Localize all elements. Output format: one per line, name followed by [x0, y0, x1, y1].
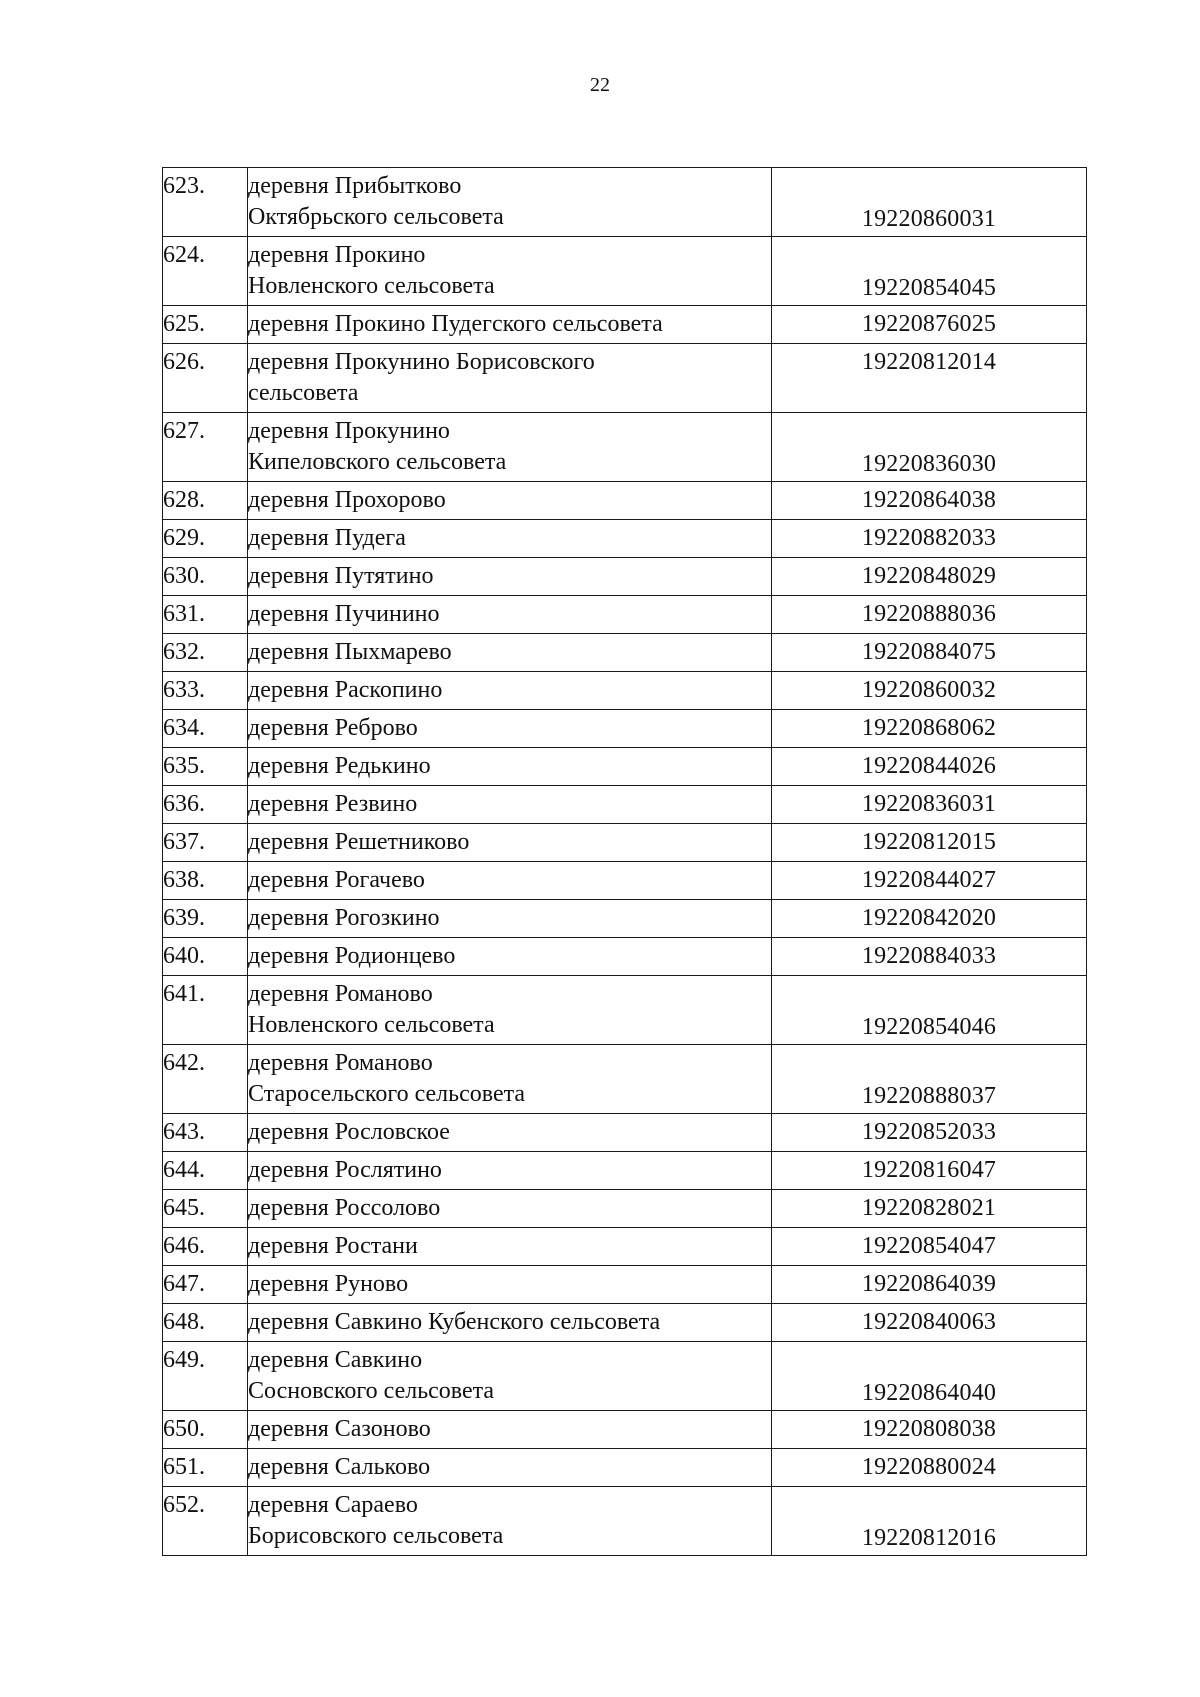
- settlement-name-line: деревня Раскопино: [248, 677, 443, 703]
- oktmo-code: 19220864039: [772, 1266, 1087, 1304]
- oktmo-code: 19220852033: [772, 1114, 1087, 1152]
- oktmo-code: 19220884033: [772, 938, 1087, 976]
- oktmo-code: 19220854047: [772, 1228, 1087, 1266]
- row-number: 628.: [163, 482, 248, 520]
- settlement-name: [248, 306, 772, 344]
- oktmo-code: 19220828021: [772, 1190, 1087, 1228]
- table-row: [163, 1411, 1087, 1449]
- table-row: [163, 1342, 1087, 1411]
- row-number: 624.: [163, 237, 248, 306]
- table-row: [163, 1304, 1087, 1342]
- settlement-name: [248, 672, 772, 710]
- table-row: [163, 976, 1087, 1045]
- table-row: [163, 710, 1087, 748]
- row-number: 652.: [163, 1487, 248, 1556]
- settlement-name: [248, 1228, 772, 1266]
- settlement-name-line: деревня Россолово: [248, 1195, 441, 1221]
- row-number: 641.: [163, 976, 248, 1045]
- oktmo-code: 19220882033: [772, 520, 1087, 558]
- row-number: 630.: [163, 558, 248, 596]
- table-row: [163, 900, 1087, 938]
- row-number: 647.: [163, 1266, 248, 1304]
- row-number: 643.: [163, 1114, 248, 1152]
- settlement-name-line: деревня Родионцево: [248, 943, 456, 969]
- table-row: [163, 1190, 1087, 1228]
- row-number: 626.: [163, 344, 248, 413]
- oktmo-code: 19220888036: [772, 596, 1087, 634]
- table-row: [163, 1487, 1087, 1556]
- settlement-name-line: деревня Романово: [248, 1050, 433, 1076]
- oktmo-code: 19220844026: [772, 748, 1087, 786]
- settlement-name: [248, 1449, 772, 1487]
- oktmo-code: 19220836031: [772, 786, 1087, 824]
- oktmo-code: 19220860032: [772, 672, 1087, 710]
- settlement-name-line: деревня Ростани: [248, 1233, 418, 1259]
- oktmo-code: 19220854046: [772, 976, 1087, 1045]
- settlement-name-line: деревня Решетниково: [248, 829, 470, 855]
- settlement-name: [248, 1266, 772, 1304]
- row-number: 632.: [163, 634, 248, 672]
- settlement-name: [248, 634, 772, 672]
- settlement-name: [248, 413, 772, 482]
- oktmo-code: 19220880024: [772, 1449, 1087, 1487]
- row-number: 649.: [163, 1342, 248, 1411]
- settlement-name: [248, 1411, 772, 1449]
- oktmo-code: 19220808038: [772, 1411, 1087, 1449]
- oktmo-code: 19220860031: [772, 168, 1087, 237]
- settlement-name-line: деревня Прокино Пудегского сельсовета: [248, 311, 663, 337]
- settlement-name-line: деревня Рогачево: [248, 867, 425, 893]
- table-row: [163, 596, 1087, 634]
- oktmo-code: 19220854045: [772, 237, 1087, 306]
- row-number: 651.: [163, 1449, 248, 1487]
- table-row: [163, 558, 1087, 596]
- table-row: [163, 168, 1087, 237]
- table-row: [163, 1152, 1087, 1190]
- settlement-name: [248, 862, 772, 900]
- oktmo-code: 19220816047: [772, 1152, 1087, 1190]
- settlement-name-line: деревня Савкино: [248, 1347, 423, 1373]
- settlement-name: [248, 1045, 772, 1114]
- settlement-name: [248, 520, 772, 558]
- oktmo-code: 19220848029: [772, 558, 1087, 596]
- settlement-name: [248, 482, 772, 520]
- settlement-name-line: Новленского сельсовета: [248, 1012, 495, 1038]
- oktmo-code: 19220844027: [772, 862, 1087, 900]
- settlement-name: [248, 1487, 772, 1556]
- table-row: [163, 237, 1087, 306]
- row-number: 634.: [163, 710, 248, 748]
- settlement-name: [248, 237, 772, 306]
- settlement-name-line: деревня Сараево: [248, 1492, 418, 1518]
- settlement-name-line: деревня Руново: [248, 1271, 409, 1297]
- oktmo-code: 19220812014: [772, 344, 1087, 413]
- settlement-name-line: Новленского сельсовета: [248, 273, 495, 299]
- settlement-name-line: деревня Прибытково: [248, 173, 462, 199]
- settlement-name-line: деревня Рогозкино: [248, 905, 440, 931]
- settlement-name-line: деревня Путятино: [248, 563, 434, 589]
- row-number: 633.: [163, 672, 248, 710]
- oktmo-code: 19220840063: [772, 1304, 1087, 1342]
- settlement-name: [248, 1114, 772, 1152]
- row-number: 629.: [163, 520, 248, 558]
- oktmo-code: 19220864038: [772, 482, 1087, 520]
- row-number: 640.: [163, 938, 248, 976]
- settlement-name-line: деревня Пудега: [248, 525, 406, 551]
- settlement-name-line: Кипеловского сельсовета: [248, 449, 507, 475]
- table-row: [163, 1114, 1087, 1152]
- settlement-name-line: деревня Пучинино: [248, 601, 440, 627]
- settlement-name-line: деревня Романово: [248, 981, 433, 1007]
- oktmo-code: 19220876025: [772, 306, 1087, 344]
- row-number: 625.: [163, 306, 248, 344]
- page-number: 22: [590, 74, 610, 96]
- settlement-name-line: Сосновского сельсовета: [248, 1378, 495, 1404]
- table-row: [163, 748, 1087, 786]
- row-number: 645.: [163, 1190, 248, 1228]
- settlement-name-line: деревня Рослятино: [248, 1157, 442, 1183]
- settlement-table: [162, 167, 1087, 1556]
- settlement-name: [248, 1342, 772, 1411]
- row-number: 635.: [163, 748, 248, 786]
- row-number: 636.: [163, 786, 248, 824]
- settlement-name: [248, 1190, 772, 1228]
- table-row: [163, 1266, 1087, 1304]
- settlement-name-line: деревня Сальково: [248, 1454, 431, 1480]
- settlement-name-line: деревня Редькино: [248, 753, 431, 779]
- table-row: [163, 482, 1087, 520]
- settlement-name: [248, 344, 772, 413]
- settlement-name: [248, 1152, 772, 1190]
- settlement-name: [248, 558, 772, 596]
- table-row: [163, 786, 1087, 824]
- table-row: [163, 672, 1087, 710]
- table-row: [163, 1045, 1087, 1114]
- settlement-name-line: деревня Прокунино: [248, 418, 450, 444]
- row-number: 642.: [163, 1045, 248, 1114]
- oktmo-code: 19220812016: [772, 1487, 1087, 1556]
- settlement-name-line: деревня Прокунино Борисовского: [248, 349, 595, 375]
- settlement-name-line: Борисовского сельсовета: [248, 1523, 504, 1549]
- settlement-name-line: Октябрьского сельсовета: [248, 204, 504, 230]
- settlement-name-line: деревня Резвино: [248, 791, 418, 817]
- table-row: [163, 1449, 1087, 1487]
- table-row: [163, 938, 1087, 976]
- row-number: 644.: [163, 1152, 248, 1190]
- settlement-name-line: деревня Реброво: [248, 715, 418, 741]
- oktmo-code: 19220864040: [772, 1342, 1087, 1411]
- oktmo-code: 19220842020: [772, 900, 1087, 938]
- settlement-name-line: деревня Сазоново: [248, 1416, 431, 1442]
- settlement-name-line: деревня Савкино Кубенского сельсовета: [248, 1309, 661, 1335]
- settlement-name-line: деревня Прохорово: [248, 487, 446, 513]
- settlement-name-line: деревня Прокино: [248, 242, 426, 268]
- settlement-name: [248, 824, 772, 862]
- settlement-name-line: сельсовета: [248, 380, 359, 406]
- oktmo-code: 19220836030: [772, 413, 1087, 482]
- settlement-name-line: деревня Пыхмарево: [248, 639, 452, 665]
- table-row: [163, 824, 1087, 862]
- row-number: 638.: [163, 862, 248, 900]
- row-number: 648.: [163, 1304, 248, 1342]
- row-number: 627.: [163, 413, 248, 482]
- table-row: [163, 520, 1087, 558]
- settlement-name: [248, 976, 772, 1045]
- row-number: 639.: [163, 900, 248, 938]
- settlement-name-line: деревня Рословское: [248, 1119, 450, 1145]
- settlement-name: [248, 596, 772, 634]
- table-row: [163, 634, 1087, 672]
- row-number: 623.: [163, 168, 248, 237]
- table-row: [163, 1228, 1087, 1266]
- table-row: [163, 413, 1087, 482]
- oktmo-code: 19220868062: [772, 710, 1087, 748]
- settlement-name-line: Старосельского сельсовета: [248, 1081, 526, 1107]
- row-number: 646.: [163, 1228, 248, 1266]
- oktmo-code: 19220884075: [772, 634, 1087, 672]
- settlement-name: [248, 900, 772, 938]
- table-row: [163, 306, 1087, 344]
- row-number: 631.: [163, 596, 248, 634]
- settlement-name: [248, 786, 772, 824]
- settlement-name: [248, 1304, 772, 1342]
- table-body: [163, 168, 1087, 1556]
- settlement-name: [248, 748, 772, 786]
- table-row: [163, 344, 1087, 413]
- table-row: [163, 862, 1087, 900]
- oktmo-code: 19220812015: [772, 824, 1087, 862]
- row-number: 637.: [163, 824, 248, 862]
- row-number: 650.: [163, 1411, 248, 1449]
- settlement-name: [248, 938, 772, 976]
- settlement-name: [248, 710, 772, 748]
- settlement-name: [248, 168, 772, 237]
- oktmo-code: 19220888037: [772, 1045, 1087, 1114]
